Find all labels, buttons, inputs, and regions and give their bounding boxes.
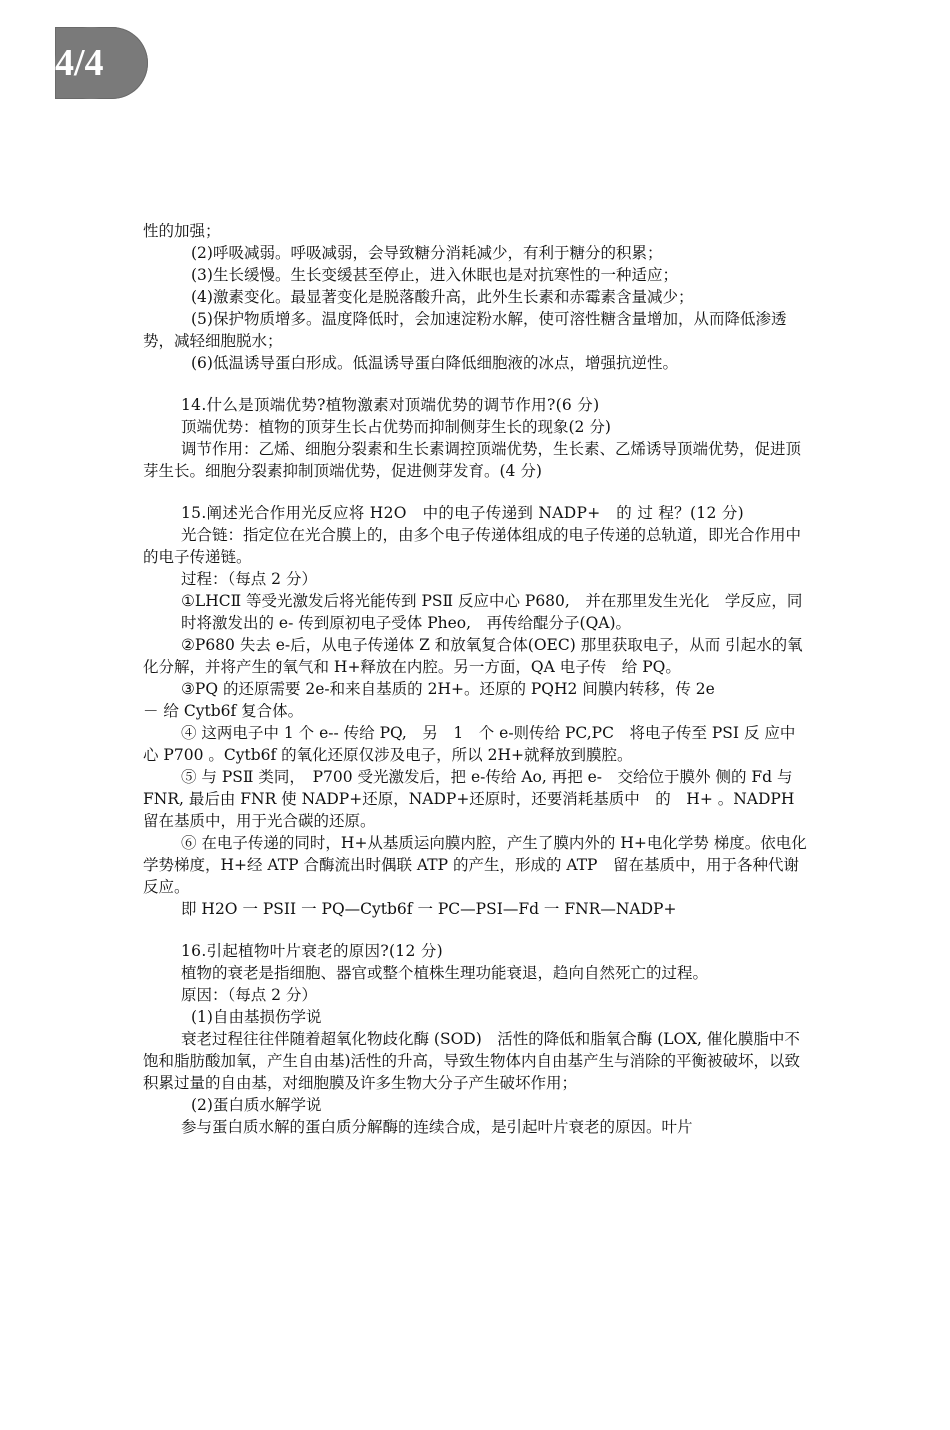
question-16-answer: 参与蛋白质水解的蛋白质分解酶的连续合成，是引起叶片衰老的原因。叶片: [181, 1118, 693, 1136]
question-15-step: ⑥ 在电子传递的同时，H+从基质运向膜内腔，产生了膜内外的 H+电化学势 梯度。依电化学势梯度，H+经 ATP 合酶流出时偶联 ATP 的产生，形成的 ATP 留在基质中，用于各种代谢反应。: [143, 834, 807, 896]
question-15-step: － 给 Cytb6f 复合体。: [143, 702, 304, 720]
question-14-answer: 顶端优势：植物的顶芽生长占优势而抑制侧芽生长的现象(2 分): [181, 418, 611, 436]
question-16-heading: (1)自由基损伤学说: [191, 1008, 322, 1026]
page-number: 4/4: [55, 42, 104, 84]
question-15-chain: 即 H2O 一 PSII 一 PQ—Cytb6f 一 PC—PSI—Fd 一 FNR—NADP+: [181, 900, 677, 918]
question-15-answer: 过程：（每点 2 分）: [181, 570, 317, 588]
question-15-step: ③PQ 的还原需要 2e-和来自基质的 2H+。还原的 PQH2 间膜内转移，传 2e: [181, 680, 715, 698]
question-16-answer: 衰老过程往往伴随着超氧化物歧化酶 (SOD) 活性的降低和脂氧合酶 (LOX, 催化膜脂中不饱和脂肪酸加氧，产生自由基)活性的升高，导致生物体内自由基产生与消除的平衡被破坏，以致积累过量的自由基，对细胞膜及许多生物大分子产生破坏作用；: [143, 1030, 801, 1092]
list-item: (3)生长缓慢。生长变缓甚至停止，进入休眠也是对抗寒性的一种适应；: [191, 266, 678, 284]
text-line: 性的加强；: [143, 222, 221, 240]
list-item: (2)呼吸减弱。呼吸减弱，会导致糖分消耗减少，有利于糖分的积累；: [191, 244, 663, 262]
question-14-answer: 调节作用：乙烯、细胞分裂素和生长素调控顶端优势，生长素、乙烯诱导顶端优势，促进顶芽生长。细胞分裂素抑制顶端优势，促进侧芽发育。(4 分): [143, 440, 802, 480]
question-15-step: ①LHCⅡ 等受光激发后将光能传到 PSⅡ 反应中心 P680, 并在那里发生光化 学反应，同时将激发出的 e- 传到原初电子受体 Pheo, 再传给醌分子(QA)。: [181, 592, 803, 632]
question-15-answer: 光合链：指定位在光合膜上的，由多个电子传递体组成的电子传递的总轨道，即光合作用中的电子传递链。: [143, 526, 802, 566]
question-15-step: ②P680 失去 e-后，从电子传递体 Z 和放氧复合体(OEC) 那里获取电子，从而 引起水的氧化分解，并将产生的氧气和 H+释放在内腔。另一方面，QA 电子传 给 PQ。: [143, 636, 803, 676]
question-16-answer: 原因：（每点 2 分）: [181, 986, 317, 1004]
list-item: (4)激素变化。最显著变化是脱落酸升高，此外生长素和赤霉素含量减少；: [191, 288, 694, 306]
question-16-heading: (2)蛋白质水解学说: [191, 1096, 322, 1114]
question-15-title: 15.阐述光合作用光反应将 H2O 中的电子传递到 NADP+ 的 过 程？(12 分): [181, 504, 744, 522]
question-16-answer: 植物的衰老是指细胞、器官或整个植株生理功能衰退，趋向自然死亡的过程。: [181, 964, 709, 982]
list-item: (5)保护物质增多。温度降低时，会加速淀粉水解，使可溶性糖含量增加，从而降低渗透势，减轻细胞脱水；: [143, 310, 787, 350]
question-14-title: 14.什么是顶端优势?植物激素对顶端优势的调节作用?(6 分): [181, 396, 600, 414]
list-item: (6)低温诱导蛋白形成。低温诱导蛋白降低细胞液的冰点，增强抗逆性。: [191, 354, 678, 372]
question-15-step: ④ 这两电子中 1 个 e-- 传给 PQ, 另 1 个 e-则传给 PC,PC 将电子传至 PSI 反 应中心 P700 。Cytb6f 的氧化还原仅涉及电子，所以 2H+就释放到膜腔。: [143, 724, 796, 764]
document-body: [143, 220, 807, 1138]
question-16-title: 16.引起植物叶片衰老的原因?(12 分): [181, 942, 444, 960]
question-15-step: ⑤ 与 PSⅡ 类同， P700 受光激发后，把 e-传给 Ao, 再把 e- 交给位于膜外 侧的 Fd 与 FNR, 最后由 FNR 使 NADP+还原，NADP+还原时，还要消耗基质中 的 H+ 。NADPH 留在基质中，用于光合碳的还原。: [143, 768, 795, 830]
